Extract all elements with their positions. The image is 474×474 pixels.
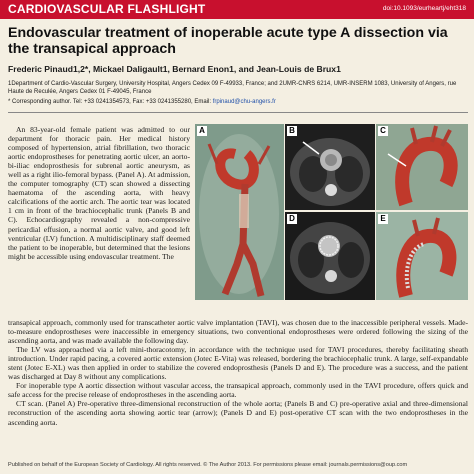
figure-panel-b (285, 124, 375, 210)
figure-panel-a (195, 124, 284, 300)
figure-panel-c (376, 124, 468, 210)
panel-label-b: B (287, 126, 297, 136)
ct-figure (195, 124, 468, 300)
body-paragraph-4: For inoperable type A aortic dissection without vascular access, the transapical approach, commonly used in the TAVI procedure, offers quick and safe access for the precise release of endoprostheses in the ascending aorta. (8, 381, 468, 400)
affiliations: 1Department of Cardio-Vascular Surgery, University Hospital, Angers Cedex 09 F-49933, France; and 2UMR-CNRS 6214, UMR-INSERM 1083, University of Angers, rue Haute de Reculée, Angers Cedex 01 F-49045, France (8, 81, 457, 95)
author-list: Frederic Pinaud1,2*, Mickael Daligault1, Bernard Enon1, and Jean-Louis de Brux1 (8, 64, 341, 74)
body-paragraph-3: The LV was approached via a left mini-thoracotomy, in accordance with the technique used for TAVI procedures, thereby facilitating sheath introduction. Under rapid pacing, a covered aortic extension (Jotec E-Vita) was released, bordering the brachiocephalic trunk. A large, self-expandable stent (Jotec E-XL) was then applied in order to stabilize the covered endoprosthesis (Panels D and E). The procedure was a success, and the patient was discharged at Day 8 without any complications. (8, 345, 468, 382)
article-title: Endovascular treatment of inoperable acute type A dissection via the transapical approach (8, 25, 448, 57)
figure-panel-d (285, 212, 375, 300)
corresponding-details: * Corresponding author. Tel: +33 0241354573, Fax: +33 0241355280, Email: (8, 99, 212, 105)
header-divider (8, 112, 468, 113)
body-paragraph-1: An 83-year-old female patient was admitted to our department for thoracic pain. Her medical history composed of hypertension, atrial fibrillation, two thoracic aortic endoprostheses for penetrating aortic ulcer, an aorto-bi-iliac endoprosthesis for subrenal aortic aneurysm, as well as a right ilio-femoral bypass. (Panel A). At admission, the computer tomography (CT) scan showed a dissecting haematoma of the ascending aorta, with heavy calcifications of the aortic arch. The aortic tear was located 1 cm in front of the brachiocephalic trunk (Panels B and C). Echocardiography revealed a non-compressive pericardial effusion, a normal aortic valve, and good left ventricular (LV) function. A multidisciplinary staff deemed the patient to be inoperable, but determined that the lesions might be accessible using endovascular treatment. The (8, 125, 190, 261)
postop-axial-ct-image (285, 212, 375, 300)
panel-label-d: D (287, 214, 297, 224)
aorta-3d-image (195, 124, 284, 300)
publisher-footer: Published on behalf of the European Society of Cardiology. All rights reserved. © The Author 2013. For permissions please email: journals.permissions@oup.com (8, 462, 408, 468)
panel-label-c: C (378, 126, 388, 136)
body-paragraph-2: transapical approach, commonly used for transcatheter aortic valve implantation (TAVI), was chosen due to the inaccessible peripheral vessels. Made-to-measure endoprostheses were inaccessible in emergency situations, two conventional endoprostheses were ordered following the sizing of the ascending aorta, and was made available the following day. (8, 318, 468, 346)
panel-label-a: A (197, 126, 207, 136)
body-text-wide (8, 318, 468, 427)
section-label: CARDIOVASCULAR FLASHLIGHT (8, 2, 206, 16)
figure-caption: CT scan. (Panel A) Pre-operative three-dimensional reconstruction of the whole aorta; (Panels B and C) pre-operative axial and three-dimensional reconstruction of the ascending aorta showing aortic tear (arrow); (Panels D and E) post-operative CT scan with the two endoprostheses in the ascending aorta. (8, 399, 468, 427)
figure-panel-e (376, 212, 468, 300)
postop-aorta-3d-image (376, 212, 468, 300)
corresponding-author (8, 99, 470, 105)
doi-text[interactable]: doi:10.1093/eurheartj/eht318 (382, 5, 466, 12)
journal-header-bar (0, 0, 474, 19)
corresponding-email-link[interactable]: frpinaud@chu-angers.fr (212, 99, 276, 105)
panel-label-e: E (378, 214, 388, 224)
aorta-3d-closeup-image (376, 124, 468, 210)
axial-ct-image (285, 124, 375, 210)
